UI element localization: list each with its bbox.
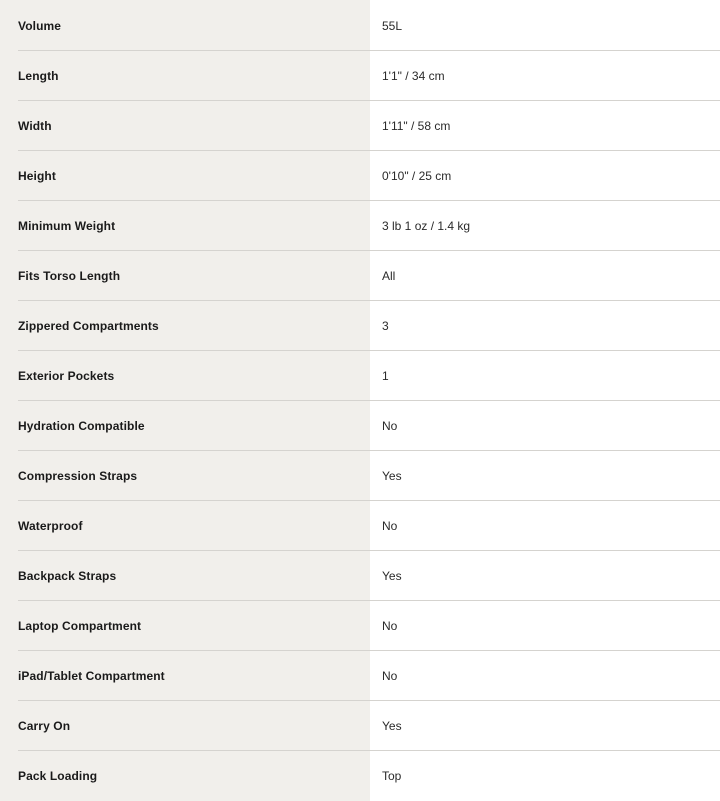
- spec-label: Length: [18, 69, 59, 83]
- spec-row-length: [0, 51, 720, 101]
- spec-row-pack-loading: [0, 751, 720, 801]
- spec-value: 3: [382, 319, 389, 333]
- spec-row-carry-on: [0, 701, 720, 751]
- spec-row-fits-torso-length: [0, 251, 720, 301]
- spec-row-hydration-compatible: [0, 401, 720, 451]
- spec-value: 1'11" / 58 cm: [382, 119, 451, 133]
- spec-label: Fits Torso Length: [18, 269, 121, 283]
- spec-label: Zippered Compartments: [18, 319, 159, 333]
- spec-label: Carry On: [18, 719, 71, 733]
- spec-label: Width: [18, 119, 52, 133]
- spec-value: 0'10" / 25 cm: [382, 169, 452, 183]
- spec-row-waterproof: [0, 501, 720, 551]
- spec-row-volume: [0, 1, 720, 51]
- spec-value: Yes: [382, 719, 402, 733]
- spec-row-laptop-compartment: [0, 601, 720, 651]
- spec-label: Exterior Pockets: [18, 369, 115, 383]
- spec-value: 3 lb 1 oz / 1.4 kg: [382, 219, 471, 233]
- spec-value: Top: [382, 769, 402, 783]
- spec-value: No: [382, 419, 398, 433]
- spec-label: Waterproof: [18, 519, 83, 533]
- spec-row-width: [0, 101, 720, 151]
- spec-value: 55L: [382, 19, 403, 33]
- spec-value: No: [382, 619, 398, 633]
- spec-value: Yes: [382, 469, 402, 483]
- spec-label: Volume: [18, 19, 62, 33]
- spec-value: No: [382, 669, 398, 683]
- spec-value: 1: [382, 369, 389, 383]
- spec-label: Compression Straps: [18, 469, 138, 483]
- spec-row-height: [0, 151, 720, 201]
- spec-label: Pack Loading: [18, 769, 98, 783]
- spec-row-zippered-compartments: [0, 301, 720, 351]
- spec-value: 1'1" / 34 cm: [382, 69, 445, 83]
- spec-label: Laptop Compartment: [18, 619, 142, 633]
- spec-value: No: [382, 519, 398, 533]
- spec-label: Height: [18, 169, 56, 183]
- spec-row-exterior-pockets: [0, 351, 720, 401]
- spec-row-compression-straps: [0, 451, 720, 501]
- specs-rows: [0, 1, 720, 801]
- spec-label: iPad/Tablet Compartment: [18, 669, 165, 683]
- spec-row-backpack-straps: [0, 551, 720, 601]
- spec-row-minimum-weight: [0, 201, 720, 251]
- spec-value: Yes: [382, 569, 402, 583]
- spec-value: All: [382, 269, 396, 283]
- spec-row-ipad-tablet-compartment: [0, 651, 720, 701]
- spec-label: Hydration Compatible: [18, 419, 145, 433]
- spec-label: Backpack Straps: [18, 569, 117, 583]
- spec-label: Minimum Weight: [18, 219, 116, 233]
